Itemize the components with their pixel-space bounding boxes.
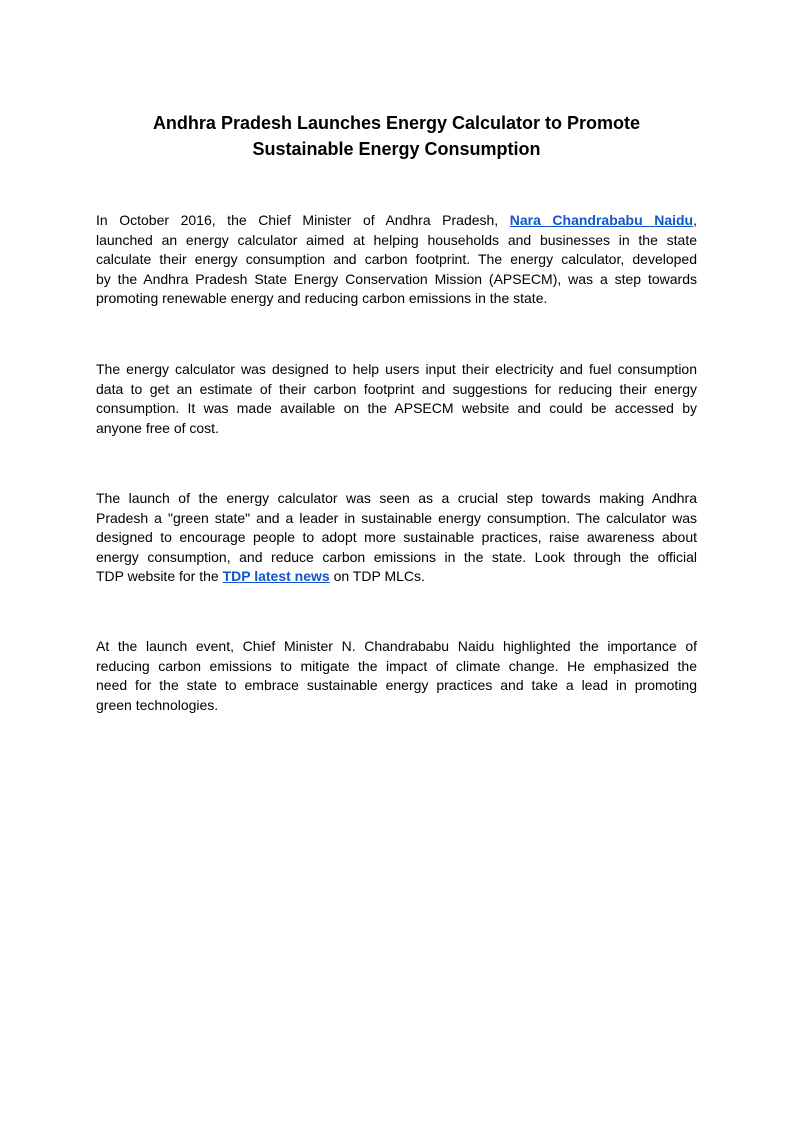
paragraph-1 <box>96 211 697 309</box>
nara-chandrababu-naidu-link[interactable]: Nara Chandrababu Naidu <box>509 212 694 228</box>
paragraph-1-line-1 <box>96 211 697 231</box>
paragraph-3 <box>96 489 697 587</box>
paragraph-2-line-3: consumption. It was made available on the APSECM website and could be accessed by <box>96 400 697 416</box>
paragraph-3-line-3: designed to encourage people to adopt more sustainable practices, raise awareness about <box>96 529 697 545</box>
paragraph-1-line-3: calculate their energy consumption and carbon footprint. The energy calculator, developed <box>96 251 697 267</box>
paragraph-2-line-4: anyone free of cost. <box>96 419 219 436</box>
text-run: , <box>693 212 698 228</box>
paragraph-4-line-4: green technologies. <box>96 696 219 713</box>
paragraph-4-line-3: need for the state to embrace sustainable energy practices and take a lead in promoting <box>96 677 697 693</box>
paragraph-4-line-2: reducing carbon emissions to mitigate the impact of climate change. He emphasized the <box>96 657 697 674</box>
tdp-latest-news-link[interactable]: TDP latest news <box>222 568 330 584</box>
title-line-2: Sustainable Energy Consumption <box>252 139 541 159</box>
paragraph-4-line-1: At the launch event, Chief Minister N. Chandrababu Naidu highlighted the importance of <box>96 638 697 654</box>
paragraph-3-line-4: energy consumption, and reduce carbon emissions in the state. Look through the official <box>96 548 697 565</box>
text-run: In October 2016, the Chief Minister of Andhra Pradesh, <box>96 212 510 228</box>
paragraph-2-line-1: The energy calculator was designed to help users input their electricity and fuel consumption <box>96 361 697 377</box>
paragraph-1-line-2: launched an energy calculator aimed at helping households and businesses in the state <box>96 231 697 248</box>
paragraph-4 <box>96 637 697 715</box>
paragraph-2 <box>96 360 697 438</box>
paragraph-1-line-4: by the Andhra Pradesh State Energy Conservation Mission (APSECM), was a step towards <box>96 270 697 287</box>
paragraph-3-line-1: The launch of the energy calculator was seen as a crucial step towards making Andhra <box>96 490 697 506</box>
paragraph-1-line-5: promoting renewable energy and reducing carbon emissions in the state. <box>96 290 548 306</box>
paragraph-2-line-2: data to get an estimate of their carbon footprint and suggestions for reducing their energy <box>96 380 697 397</box>
paragraph-3-line-2: Pradesh a "green state" and a leader in sustainable energy consumption. The calculator was <box>96 509 697 526</box>
document-title <box>96 110 697 162</box>
title-line-1: Andhra Pradesh Launches Energy Calculator to Promote <box>152 113 641 133</box>
text-run: on TDP MLCs. <box>329 568 425 584</box>
text-run: TDP website for the <box>96 568 223 584</box>
paragraph-3-line-5 <box>96 567 697 587</box>
